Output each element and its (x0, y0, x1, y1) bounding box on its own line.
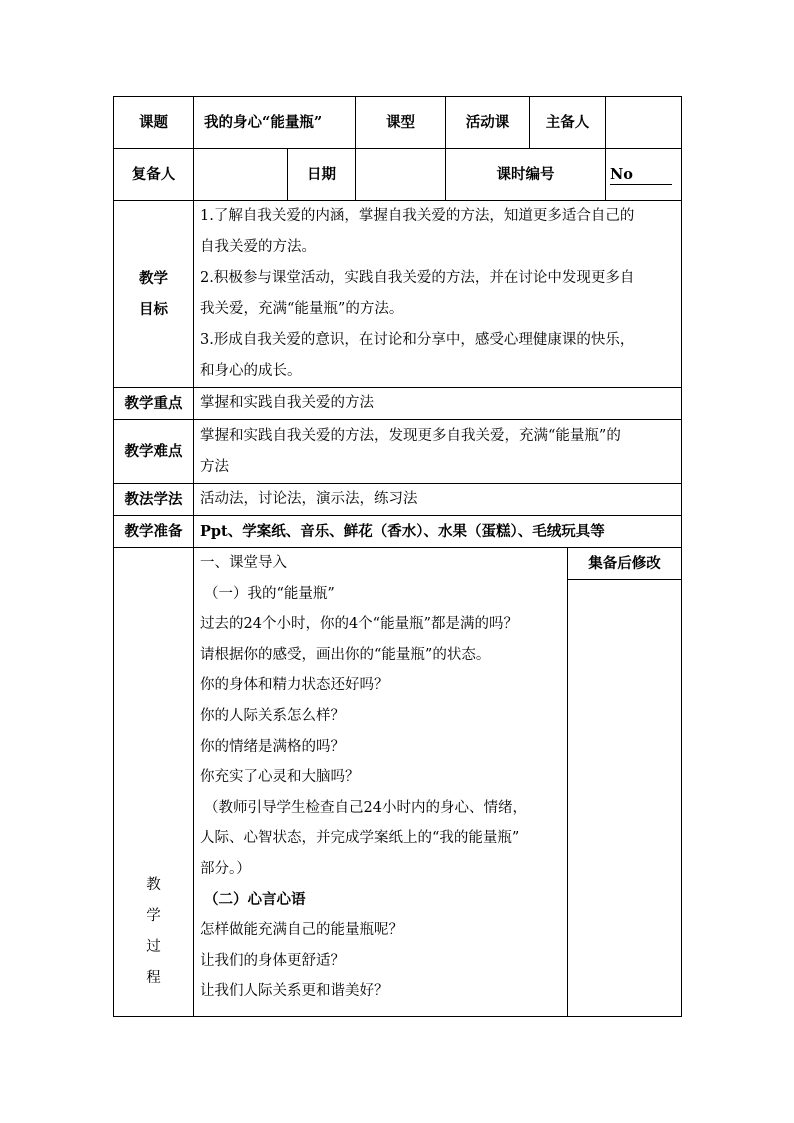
process-label-char: 教 (146, 877, 161, 893)
type-label: 课型 (356, 97, 446, 149)
topic-label: 课题 (114, 97, 194, 149)
preparation-value: Ppt、学案纸、音乐、鲜花（香水）、水果（蛋糕）、毛绒玩具等 (194, 516, 682, 548)
methods-row (114, 484, 682, 516)
objectives-label-line-2: 目标 (139, 301, 168, 318)
process-label-char: 学 (146, 908, 161, 924)
key-points-label: 教学重点 (114, 388, 194, 420)
difficulties-label: 教学难点 (114, 420, 194, 484)
process-section-heading: 一、课堂导入 (200, 555, 287, 571)
objectives-line: 1.了解自我关爱的内涵，掌握自我关爱的方法，知道更多适合自己的 (200, 208, 635, 224)
difficulties-line: 掌握和实践自我关爱的方法，发现更多自我关爱，充满“能量瓶”的 (200, 427, 621, 444)
process-line: 让我们人际关系更和谐美好？ (200, 983, 389, 1000)
process-label-char: 程 (146, 970, 161, 986)
lesson-number-value: No (610, 166, 672, 185)
objectives-line: 2.积极参与课堂活动，实践自我关爱的方法，并在讨论中发现更多自 (200, 270, 635, 286)
type-value: 活动课 (446, 97, 530, 149)
process-line: 人际、心智状态，并完成学案纸上的“我的能量瓶” (200, 830, 520, 847)
revise-label: 集备后修改 (568, 548, 681, 580)
difficulties-row (114, 420, 682, 484)
lesson-number-cell (606, 149, 682, 201)
header-row-1 (114, 97, 682, 149)
process-line: 部分。） (200, 860, 251, 877)
preparation-row (114, 516, 682, 548)
key-points-row (114, 388, 682, 420)
objectives-row (114, 201, 682, 388)
lesson-number-label: 课时编号 (446, 149, 606, 201)
key-points-value: 掌握和实践自我关爱的方法 (194, 388, 682, 420)
process-subheading: （一）我的“能量瓶” (204, 585, 335, 602)
process-line: 你的情绪是满格的吗？ (200, 738, 345, 755)
objectives-label (114, 201, 194, 388)
objectives-text (194, 201, 682, 388)
methods-label: 教法学法 (114, 484, 194, 516)
process-line: 过去的24个小时，你的4个“能量瓶”都是满的吗？ (200, 616, 518, 633)
process-label-char: 过 (146, 939, 161, 955)
process-label (114, 548, 194, 1017)
objectives-line: 3.形成自我关爱的意识，在讨论和分享中，感受心理健康课的快乐， (200, 332, 635, 348)
process-line: （教师引导学生检查自己24小时内的身心、情绪， (204, 799, 527, 816)
process-line: 怎样做能充满自己的能量瓶呢？ (200, 922, 403, 939)
process-line: 你充实了心灵和大脑吗？ (200, 769, 360, 786)
objectives-line: 自我关爱的方法。 (200, 239, 316, 255)
process-line: 让我们的身体更舒适？ (200, 952, 345, 969)
header-row-2 (114, 149, 682, 201)
topic-value: 我的身心“能量瓶” (194, 97, 356, 149)
process-line: 你的身体和精力状态还好吗？ (200, 677, 389, 694)
preparer-value (606, 97, 682, 149)
date-value (356, 149, 446, 201)
process-row (114, 548, 682, 1017)
objectives-label-line-1: 教学 (139, 270, 168, 287)
date-label: 日期 (288, 149, 356, 201)
difficulties-line: 方法 (200, 458, 229, 475)
difficulties-text (194, 420, 682, 484)
process-line: 你的人际关系怎么样？ (200, 707, 345, 724)
objectives-line: 我关爱，充满“能量瓶”的方法。 (200, 301, 404, 317)
lesson-plan-table (113, 96, 682, 1017)
process-text (194, 548, 568, 1017)
preparer-label: 主备人 (530, 97, 606, 149)
revise-cell (568, 548, 682, 1017)
process-subheading: （二）心言心语 (204, 890, 306, 908)
process-line: 请根据你的感受，画出你的“能量瓶”的状态。 (200, 646, 491, 663)
reviewer-label: 复备人 (114, 149, 194, 201)
reviewer-value (194, 149, 288, 201)
methods-value: 活动法，讨论法，演示法，练习法 (194, 484, 682, 516)
objectives-line: 和身心的成长。 (200, 363, 302, 379)
preparation-label: 教学准备 (114, 516, 194, 548)
